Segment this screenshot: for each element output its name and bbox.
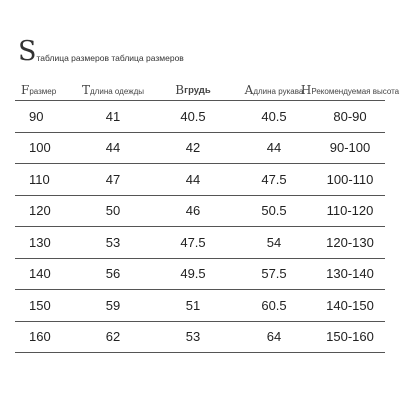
cell-sleeve: 60.5 xyxy=(261,297,287,313)
cell-chest: 53 xyxy=(185,329,201,345)
cell-sleeve: 44 xyxy=(266,140,282,156)
cell-size: 110 xyxy=(29,171,50,187)
table-header-row xyxy=(15,79,400,101)
header-chest xyxy=(153,84,233,96)
cell-sleeve: 47.5 xyxy=(261,171,287,187)
cell-size: 150 xyxy=(29,297,51,313)
cell-size: 130 xyxy=(29,234,51,250)
cell-height: 130-140 xyxy=(326,266,374,282)
cell-length: 47 xyxy=(105,171,121,187)
cell-chest: 42 xyxy=(185,140,201,156)
table-row xyxy=(15,259,385,291)
cell-length: 41 xyxy=(105,108,121,124)
title-text: таблица размеров таблица размеров xyxy=(36,53,184,63)
cell-chest: 44 xyxy=(185,171,201,187)
table-row xyxy=(15,227,385,259)
header-sleeve-label: длина рукава xyxy=(253,86,304,96)
cell-size: 120 xyxy=(29,203,51,219)
table-row xyxy=(15,196,385,228)
header-chest-label: грудь xyxy=(184,84,211,96)
cell-sleeve: 64 xyxy=(266,329,282,345)
table-row xyxy=(15,101,385,133)
header-height xyxy=(300,82,400,97)
header-size-label: размер xyxy=(29,86,57,96)
cell-sleeve: 57.5 xyxy=(261,266,287,282)
cell-height: 110-120 xyxy=(326,203,374,219)
cell-height: 120-130 xyxy=(326,234,374,250)
cell-length: 53 xyxy=(105,234,121,250)
cell-length: 56 xyxy=(105,266,121,282)
cell-height: 100-110 xyxy=(326,171,374,187)
cell-height: 90-100 xyxy=(329,140,371,156)
cell-sleeve: 54 xyxy=(266,234,282,250)
cell-height: 150-160 xyxy=(326,329,374,345)
cell-chest: 40.5 xyxy=(180,108,206,124)
cell-length: 44 xyxy=(105,140,121,156)
cell-length: 59 xyxy=(105,297,121,313)
cell-sleeve: 50.5 xyxy=(261,203,287,219)
cell-size: 100 xyxy=(29,140,51,156)
header-size-glyph: F xyxy=(21,82,30,97)
cell-height: 80-90 xyxy=(333,108,367,124)
header-size xyxy=(15,84,73,96)
cell-size: 140 xyxy=(29,266,51,282)
table-row xyxy=(15,133,385,165)
cell-chest: 47.5 xyxy=(180,234,206,250)
cell-length: 50 xyxy=(105,203,121,219)
header-sleeve-glyph: A xyxy=(244,82,254,97)
table-row xyxy=(15,290,385,322)
cell-size: 90 xyxy=(29,108,44,124)
header-height-glyph: H xyxy=(300,82,312,97)
header-length xyxy=(73,84,153,96)
header-length-glyph: T xyxy=(82,82,91,97)
header-height-label: Рекомендуемая высота xyxy=(311,86,400,96)
header-chest-glyph: B xyxy=(175,82,185,97)
cell-chest: 49.5 xyxy=(180,266,206,282)
cell-chest: 46 xyxy=(185,203,201,219)
title-initial: S xyxy=(18,36,37,67)
size-table xyxy=(15,79,400,353)
cell-sleeve: 40.5 xyxy=(261,108,287,124)
cell-length: 62 xyxy=(105,329,121,345)
header-length-label: длина одежды xyxy=(90,86,144,96)
cell-height: 140-150 xyxy=(326,297,374,313)
chart-title xyxy=(18,36,184,67)
cell-size: 160 xyxy=(29,329,51,345)
table-row xyxy=(15,164,385,196)
table-row xyxy=(15,322,385,354)
cell-chest: 51 xyxy=(185,297,201,313)
